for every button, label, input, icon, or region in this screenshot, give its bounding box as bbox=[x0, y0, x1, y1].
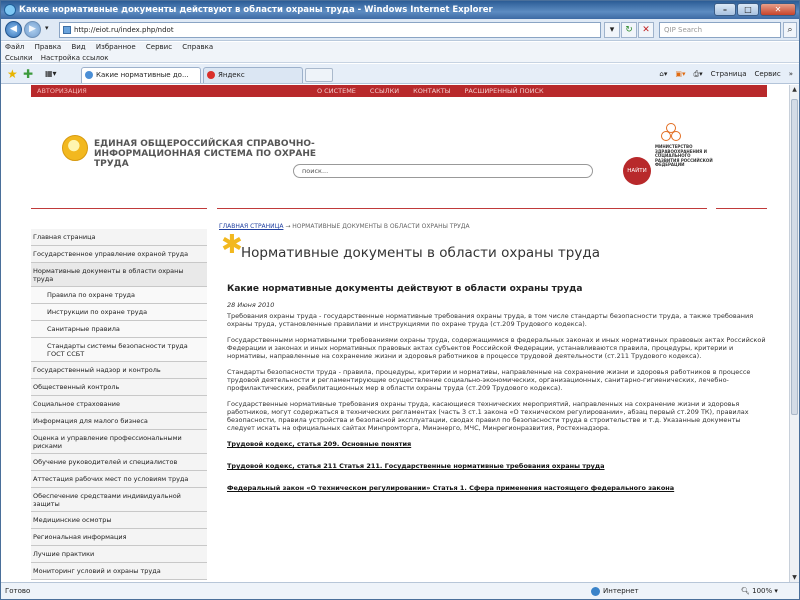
tab-yandex[interactable] bbox=[203, 67, 303, 83]
sidebar-item[interactable]: Оценка и управление профессиональными рисками bbox=[31, 430, 207, 454]
sidebar-item[interactable]: Аттестация рабочих мест по условиям труда bbox=[31, 471, 207, 488]
refresh-icon[interactable]: ↻ bbox=[621, 22, 637, 38]
link-tk-209[interactable]: Трудовой кодекс, статья 209. Основные понятия bbox=[227, 440, 412, 448]
address-dropdown-icon[interactable]: ▾ bbox=[604, 22, 620, 38]
breadcrumb bbox=[219, 223, 470, 231]
header-divider-left bbox=[31, 208, 207, 209]
header-divider-center bbox=[217, 208, 707, 209]
zoom-value: 100% bbox=[752, 587, 773, 595]
menu-edit[interactable]: Правка bbox=[34, 43, 62, 51]
header-divider-right bbox=[716, 208, 767, 209]
site-logo-text[interactable]: ЕДИНАЯ ОБЩЕРОССИЙСКАЯ СПРАВОЧНО-ИНФОРМАЦИОННАЯ СИСТЕМА ПО ОХРАНЕ ТРУДА bbox=[94, 139, 317, 169]
menu-help[interactable]: Справка bbox=[182, 43, 214, 51]
search-icon[interactable]: ⌕ bbox=[783, 22, 797, 38]
zoom-level[interactable]: 🔍︎ 100% ▾ bbox=[741, 587, 778, 595]
feeds-icon[interactable]: ▣▾ bbox=[675, 70, 686, 78]
home-icon[interactable]: ⌂▾ bbox=[659, 70, 668, 78]
sidebar-item[interactable]: Стандарты системы безопасности труда ГОСТ ССБТ bbox=[31, 338, 207, 362]
menu-view[interactable]: Вид bbox=[71, 43, 86, 51]
sidebar-item[interactable]: Общественный контроль bbox=[31, 379, 207, 396]
article-date: 28 Июня 2010 bbox=[227, 301, 275, 309]
zoom-icon: 🔍︎ bbox=[741, 587, 750, 595]
forward-button[interactable]: ▶ bbox=[24, 21, 41, 38]
sidebar-nav bbox=[31, 229, 207, 580]
zone-label: Интернет bbox=[603, 587, 639, 595]
scroll-down-icon[interactable]: ▼ bbox=[792, 574, 797, 581]
address-bar[interactable] bbox=[59, 22, 601, 38]
print-icon[interactable]: ⎙▾ bbox=[693, 70, 703, 78]
site-top-nav bbox=[31, 85, 767, 97]
article-paragraph: Стандарты безопасности труда - правила, процедуры, критерии и нормативы, направленные на сохранение жизни и здоровья работников в процессе трудовой деятельности и регламентирующие осуществление социально-экономических, организационных, санитарно-гигиенических, лечебно-профилактических, реабилитационных мер в области охраны труда (ст.209 Трудового кодекса). bbox=[227, 368, 751, 392]
nav-about[interactable]: О СИСТЕМЕ bbox=[317, 87, 356, 95]
tools-menu[interactable]: Сервис bbox=[754, 70, 781, 78]
title-star-icon: ✱ bbox=[221, 230, 243, 260]
sidebar-item[interactable]: Мониторинг условий и охраны труда bbox=[31, 563, 207, 580]
maximize-button[interactable]: □ bbox=[737, 3, 759, 16]
vertical-scrollbar[interactable] bbox=[789, 85, 799, 582]
ministry-emblem-icon bbox=[659, 123, 683, 143]
sidebar-item[interactable]: Обучение руководителей и специалистов bbox=[31, 454, 207, 471]
address-text: http://eiot.ru/index.php/ndot bbox=[74, 26, 174, 34]
sidebar-item[interactable]: Инструкции по охране труда bbox=[31, 304, 207, 321]
sidebar-item[interactable]: Государственное управление охраной труда bbox=[31, 246, 207, 263]
title-bar bbox=[1, 1, 799, 19]
tab-current-label: Какие нормативные до... bbox=[96, 71, 189, 79]
breadcrumb-home[interactable]: ГЛАВНАЯ СТРАНИЦА bbox=[219, 223, 284, 230]
sidebar-item[interactable]: Санитарные правила bbox=[31, 321, 207, 338]
nav-contacts[interactable]: КОНТАКТЫ bbox=[413, 87, 451, 95]
sidebar-item[interactable]: Главная страница bbox=[31, 229, 207, 246]
links-settings[interactable]: Настройка ссылок bbox=[40, 54, 109, 62]
command-bar bbox=[659, 68, 793, 81]
tab-yandex-label: Яндекс bbox=[218, 71, 245, 79]
sidebar-item[interactable]: Государственный надзор и контроль bbox=[31, 362, 207, 379]
page-menu[interactable]: Страница bbox=[710, 70, 747, 78]
tab-current[interactable] bbox=[81, 67, 201, 83]
tab-bar bbox=[1, 64, 799, 84]
ministry-logo[interactable] bbox=[653, 123, 713, 168]
menu-bar bbox=[1, 42, 799, 53]
site-search-button[interactable]: НАЙТИ bbox=[623, 157, 651, 185]
sidebar-item[interactable]: Обеспечение средствами индивидуальной защиты bbox=[31, 488, 207, 512]
article-title: Какие нормативные документы действуют в области охраны труда bbox=[227, 284, 583, 294]
link-fz-tech-reg[interactable]: Федеральный закон «О техническом регулировании» Статья 1. Сфера применения настоящего федерального закона bbox=[227, 484, 675, 492]
add-favorites-icon[interactable]: ✚ bbox=[23, 67, 34, 81]
page-icon bbox=[63, 26, 71, 34]
sidebar-item[interactable]: Социальное страхование bbox=[31, 396, 207, 413]
site-logo-icon[interactable] bbox=[62, 135, 88, 161]
scroll-thumb[interactable] bbox=[791, 99, 798, 415]
globe-icon bbox=[591, 587, 600, 596]
tab-ie-icon bbox=[85, 71, 93, 79]
menu-file[interactable]: Файл bbox=[5, 43, 25, 51]
sidebar-item[interactable]: Правила по охране труда bbox=[31, 287, 207, 304]
address-row bbox=[1, 19, 799, 41]
auth-link[interactable]: АВТОРИЗАЦИЯ bbox=[37, 87, 87, 95]
sidebar-item[interactable]: Медицинские осмотры bbox=[31, 512, 207, 529]
sidebar-item[interactable]: Информация для малого бизнеса bbox=[31, 413, 207, 430]
status-text: Готово bbox=[5, 587, 31, 595]
minimize-button[interactable]: – bbox=[714, 3, 736, 16]
site-search-input[interactable]: поиск... bbox=[293, 164, 593, 178]
links-bar bbox=[1, 53, 799, 63]
scroll-up-icon[interactable]: ▲ bbox=[792, 86, 797, 93]
more-icon[interactable]: » bbox=[788, 70, 793, 78]
page-viewport bbox=[1, 85, 789, 582]
page-title: Нормативные документы в области охраны труда bbox=[241, 245, 600, 261]
nav-links[interactable]: ССЫЛКИ bbox=[369, 87, 400, 95]
search-input[interactable]: QIP Search bbox=[659, 22, 781, 38]
links-label: Ссылки bbox=[5, 54, 33, 62]
sidebar-item[interactable]: Лучшие практики bbox=[31, 546, 207, 563]
article-paragraph: Государственными нормативными требованиями охраны труда, содержащимися в федеральных законах и иных нормативных правовых актах Российской Федерации и законах и иных нормативных правовых актах субъектов Российской Федерации, устанавливаются правила, процедуры, критерии и нормативы, направленные на сохранение жизни и здоровья работников в процессе трудовой деятельности (ст.211 Трудового кодекса). bbox=[227, 336, 766, 360]
article-paragraph: Требования охраны труда - государственные нормативные требования охраны труда, в том числе стандарты безопасности труда, а также требования охраны труда, установленные правилами и инструкциями по охране труда (ст.209 Трудового кодекса). bbox=[227, 312, 754, 328]
breadcrumb-current: → НОРМАТИВНЫЕ ДОКУМЕНТЫ В ОБЛАСТИ ОХРАНЫ ТРУДА bbox=[285, 223, 470, 230]
ministry-text: МИНИСТЕРСТВО ЗДРАВООХРАНЕНИЯ И СОЦИАЛЬНОГО РАЗВИТИЯ РОССИЙСКОЙ ФЕДЕРАЦИИ bbox=[655, 144, 713, 167]
yandex-icon bbox=[207, 71, 215, 79]
article bbox=[227, 284, 767, 506]
security-zone[interactable] bbox=[591, 583, 639, 600]
link-tk-211[interactable]: Трудовой кодекс, статья 211 Статья 211. Государственные нормативные требования охраны труда bbox=[227, 462, 605, 470]
stop-icon[interactable]: ✕ bbox=[638, 22, 654, 38]
favorites-star-icon[interactable]: ★ bbox=[7, 67, 18, 81]
window-title: Какие нормативные документы действуют в области охраны труда - Windows Internet Explorer bbox=[19, 5, 493, 15]
new-tab-button[interactable] bbox=[305, 68, 333, 82]
sidebar-item[interactable]: Нормативные документы в области охраны труда bbox=[31, 263, 207, 287]
article-paragraph: Государственные нормативные требования охраны труда, касающиеся технических мероприятий, направленных на сохранение жизни и здоровья работников, могут содержаться в технических регламентах (часть 3 ст.1 закона «О техническом регулировании», абзац первый ст.209 ТК), правилах безопасности, правила устройства и безопасной эксплуатации, сводах правил по безопасности труда в строительстве и т.д. Указанные документы следует искать на официальных сайтах Минпромторга, Минэнерго, МЧС, Минрегионразвития, Ростехнадзора. bbox=[227, 400, 749, 432]
sidebar-item[interactable]: Региональная информация bbox=[31, 529, 207, 546]
back-button[interactable]: ◀ bbox=[5, 21, 22, 38]
history-dropdown-icon[interactable]: ▾ bbox=[45, 24, 49, 32]
status-bar bbox=[1, 582, 799, 600]
menu-tools[interactable]: Сервис bbox=[145, 43, 173, 51]
nav-advanced-search[interactable]: РАСШИРЕННЫЙ ПОИСК bbox=[464, 87, 544, 95]
quick-tabs-icon[interactable]: ▦▾ bbox=[45, 69, 57, 78]
ie-icon bbox=[4, 4, 16, 16]
close-button[interactable]: ✕ bbox=[760, 3, 796, 16]
menu-favorites[interactable]: Избранное bbox=[95, 43, 136, 51]
